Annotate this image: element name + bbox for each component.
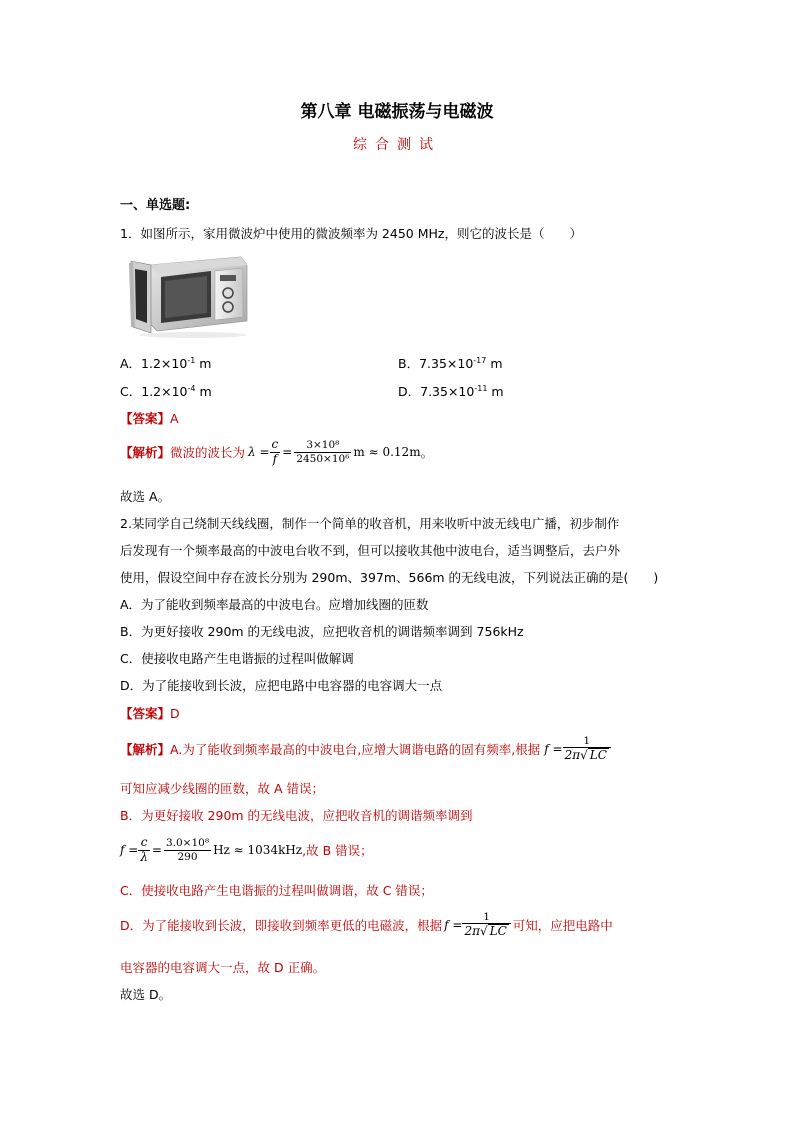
- q2-analysis-a-2: 可知应减少线圈的匝数，故 A 错误；: [120, 781, 324, 796]
- q1-conclusion: 故选 A。: [120, 489, 171, 504]
- q2-analysis-a: 【解析】 A.为了能收到频率最高的中波电台,应增大调谐电路的固有频率,根据 f = $\frac{1}{2\pi√ LC}$: [120, 734, 611, 764]
- q2-analysis-c: C．使接收电路产生电谐振的过程叫做调谐，故 C 错误；: [120, 883, 433, 898]
- q1-option-a: A．$1.2\times 10^{-1}$ m: [120, 355, 212, 371]
- q2-option-c: C．使接收电路产生电谐振的过程叫做解调: [120, 651, 354, 666]
- q2-formula-b: f = $\frac{c}{\lambda}$ = $\frac{\text{3.0×10⁸}}{290}$ Hz ≈ 1034kHz ,故 B 错误；: [120, 834, 373, 864]
- page-subtitle: 综合测试: [353, 137, 441, 153]
- q1-option-c: C．$1.2\times 10^{-4}$ m: [120, 383, 212, 399]
- q2-answer: 【答案】D: [120, 706, 180, 721]
- microwave-image: [127, 251, 251, 341]
- q2-formula-resonance: f = $\frac{1}{2\pi√ LC}$: [544, 735, 611, 763]
- q2-stem-line-3: 使用，假设空间中存在波长分别为 290m、397m、566m 的无线电波，下列说法正确的是( ): [120, 570, 659, 585]
- microwave-oven-icon: [127, 251, 251, 341]
- q1-option-b: B．$7.35\times 10^{-17}$ m: [398, 355, 503, 371]
- q1-analysis: 【解析】 微波的波长为 λ = $\frac{c}{f}$ = $\frac{\text{3×10⁸}}{\text{2450×10⁶}}$ m ≈ 0.12m 。: [120, 436, 434, 466]
- q2-analysis-d-2: 电容器的电容调大一点，故 D 正确。: [120, 960, 326, 975]
- q2-option-a: A．为了能收到频率最高的中波电台。应增加线圈的匝数: [120, 597, 429, 612]
- q1-answer: 【答案】A: [120, 411, 179, 426]
- page-title: 第八章 电磁振荡与电磁波: [300, 102, 494, 122]
- q1-frac-values: $\frac{\text{3×10⁸}}{\text{2450×10⁶}}$: [296, 439, 350, 465]
- q2-formula-d: f = $\frac{1}{2\pi√ LC}$: [444, 911, 511, 939]
- q2-conclusion: 故选 D。: [120, 987, 172, 1002]
- q2-analysis-d: D．为了能接收到长波，即接收到频率更低的电磁波，根据 f = $\frac{1}{2\pi√ LC}$ 可知，应把电路中: [120, 911, 613, 939]
- q2-analysis-b: B．为更好接收 290m 的无线电波，应把收音机的调谐频率调到: [120, 808, 473, 823]
- q2-option-d: D．为了能接收到长波，应把电路中电容器的电容调大一点: [120, 678, 443, 693]
- q2-stem-line-1: 2.某同学自己绕制天线线圈，制作一个简单的收音机，用来收听中波无线电广播，初步制作: [120, 516, 620, 531]
- q1-stem: 1．如图所示，家用微波炉中使用的微波频率为 2450 MHz，则它的波长是（ ）: [120, 226, 582, 241]
- q1-frac-c-over-f: $\frac{c}{f}$: [271, 436, 279, 466]
- q2-stem-line-2: 后发现有一个频率最高的中波电台收不到，但可以接收其他中波电台，适当调整后，去户外: [120, 543, 621, 558]
- q2-option-b: B．为更好接收 290m 的无线电波，应把收音机的调谐频率调到 756kHz: [120, 624, 524, 639]
- q1-option-d: D．$7.35\times 10^{-11}$ m: [398, 383, 504, 399]
- section-heading: 一、单选题:: [120, 198, 191, 213]
- q1-formula: λ = $\frac{c}{f}$ = $\frac{\text{3×10⁸}}{\text{2450×10⁶}}$ m ≈ 0.12m: [248, 436, 421, 466]
